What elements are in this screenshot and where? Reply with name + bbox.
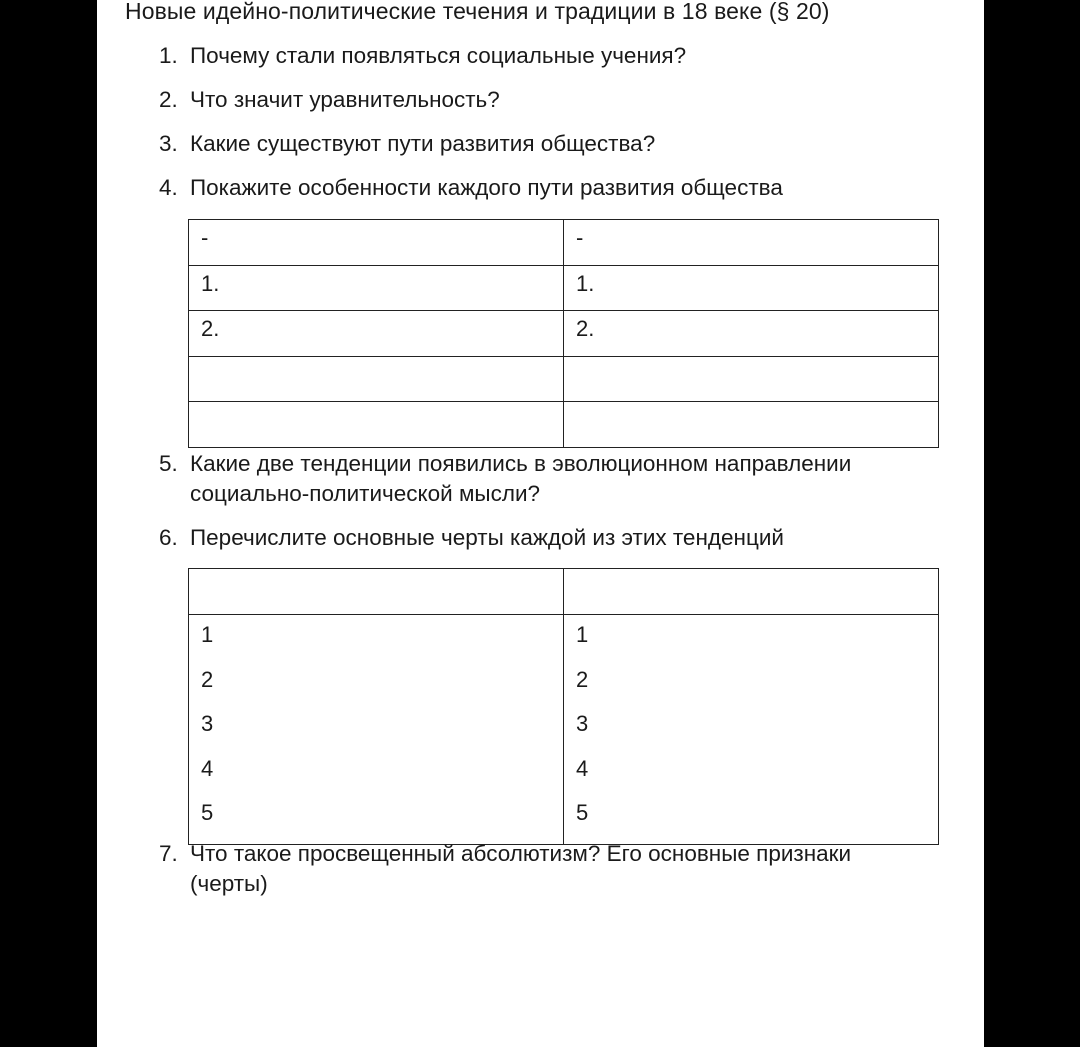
question-4 <box>159 173 783 203</box>
list-item: 4 <box>576 755 589 781</box>
tendencies-table <box>188 568 939 845</box>
question-2 <box>159 85 500 115</box>
question-text: Покажите особенности каждого пути развития общества <box>190 175 783 200</box>
list-item: 5 <box>576 800 589 826</box>
question-number: 3. <box>159 131 178 156</box>
question-6 <box>159 523 784 553</box>
list-item: 1 <box>576 622 589 647</box>
question-number: 6. <box>159 525 178 550</box>
table-row <box>189 220 939 266</box>
table-cell[interactable] <box>189 356 564 402</box>
table-cell[interactable] <box>564 356 939 402</box>
list-item: 2 <box>576 666 589 692</box>
table-cell[interactable] <box>564 615 939 845</box>
table-cell[interactable] <box>189 402 564 448</box>
question-text: Что такое просвещенный абсолютизм? Его основные признаки <box>190 841 852 866</box>
table-cell[interactable]: 2. <box>564 311 939 357</box>
question-number: 5. <box>159 451 178 476</box>
table-row <box>189 402 939 448</box>
table-cell[interactable] <box>189 615 564 845</box>
question-text-continuation: социально-политической мысли? <box>190 481 541 506</box>
question-7 <box>159 839 852 896</box>
question-text: Какие две тенденции появились в эволюционном направлении <box>190 451 852 476</box>
development-paths-table <box>188 219 939 448</box>
table-header-row <box>189 569 939 615</box>
table-cell[interactable]: - <box>564 220 939 266</box>
question-text: Какие существуют пути развития общества? <box>190 131 656 156</box>
worksheet-page <box>97 0 984 1047</box>
list-item: 1 <box>201 622 214 647</box>
list-item: 5 <box>201 800 214 826</box>
question-text: Почему стали появляться социальные учения? <box>190 43 687 68</box>
table-row <box>189 356 939 402</box>
question-number: 2. <box>159 87 178 112</box>
table-cell[interactable] <box>564 402 939 448</box>
table-row <box>189 265 939 311</box>
table-cell[interactable]: 1. <box>564 265 939 311</box>
page-title: Новые идейно-политические течения и традиции в 18 веке (§ 20) <box>125 0 830 24</box>
table-header-cell[interactable] <box>564 569 939 615</box>
question-text: Перечислите основные черты каждой из этих тенденций <box>190 525 784 550</box>
question-1 <box>159 41 686 71</box>
question-3 <box>159 129 655 159</box>
question-text-continuation: (черты) <box>190 871 268 896</box>
table-cell[interactable]: - <box>189 220 564 266</box>
question-number: 7. <box>159 841 178 866</box>
list-item: 4 <box>201 755 214 781</box>
table-cell[interactable]: 2. <box>189 311 564 357</box>
table-row <box>189 311 939 357</box>
list-item: 3 <box>201 711 214 737</box>
question-number: 1. <box>159 43 178 68</box>
table-cell[interactable]: 1. <box>189 265 564 311</box>
list-item: 3 <box>576 711 589 737</box>
table-row <box>189 615 939 845</box>
table-header-cell[interactable] <box>189 569 564 615</box>
question-5 <box>159 449 852 506</box>
question-text: Что значит уравнительность? <box>190 87 500 112</box>
list-item: 2 <box>201 666 214 692</box>
question-number: 4. <box>159 175 178 200</box>
